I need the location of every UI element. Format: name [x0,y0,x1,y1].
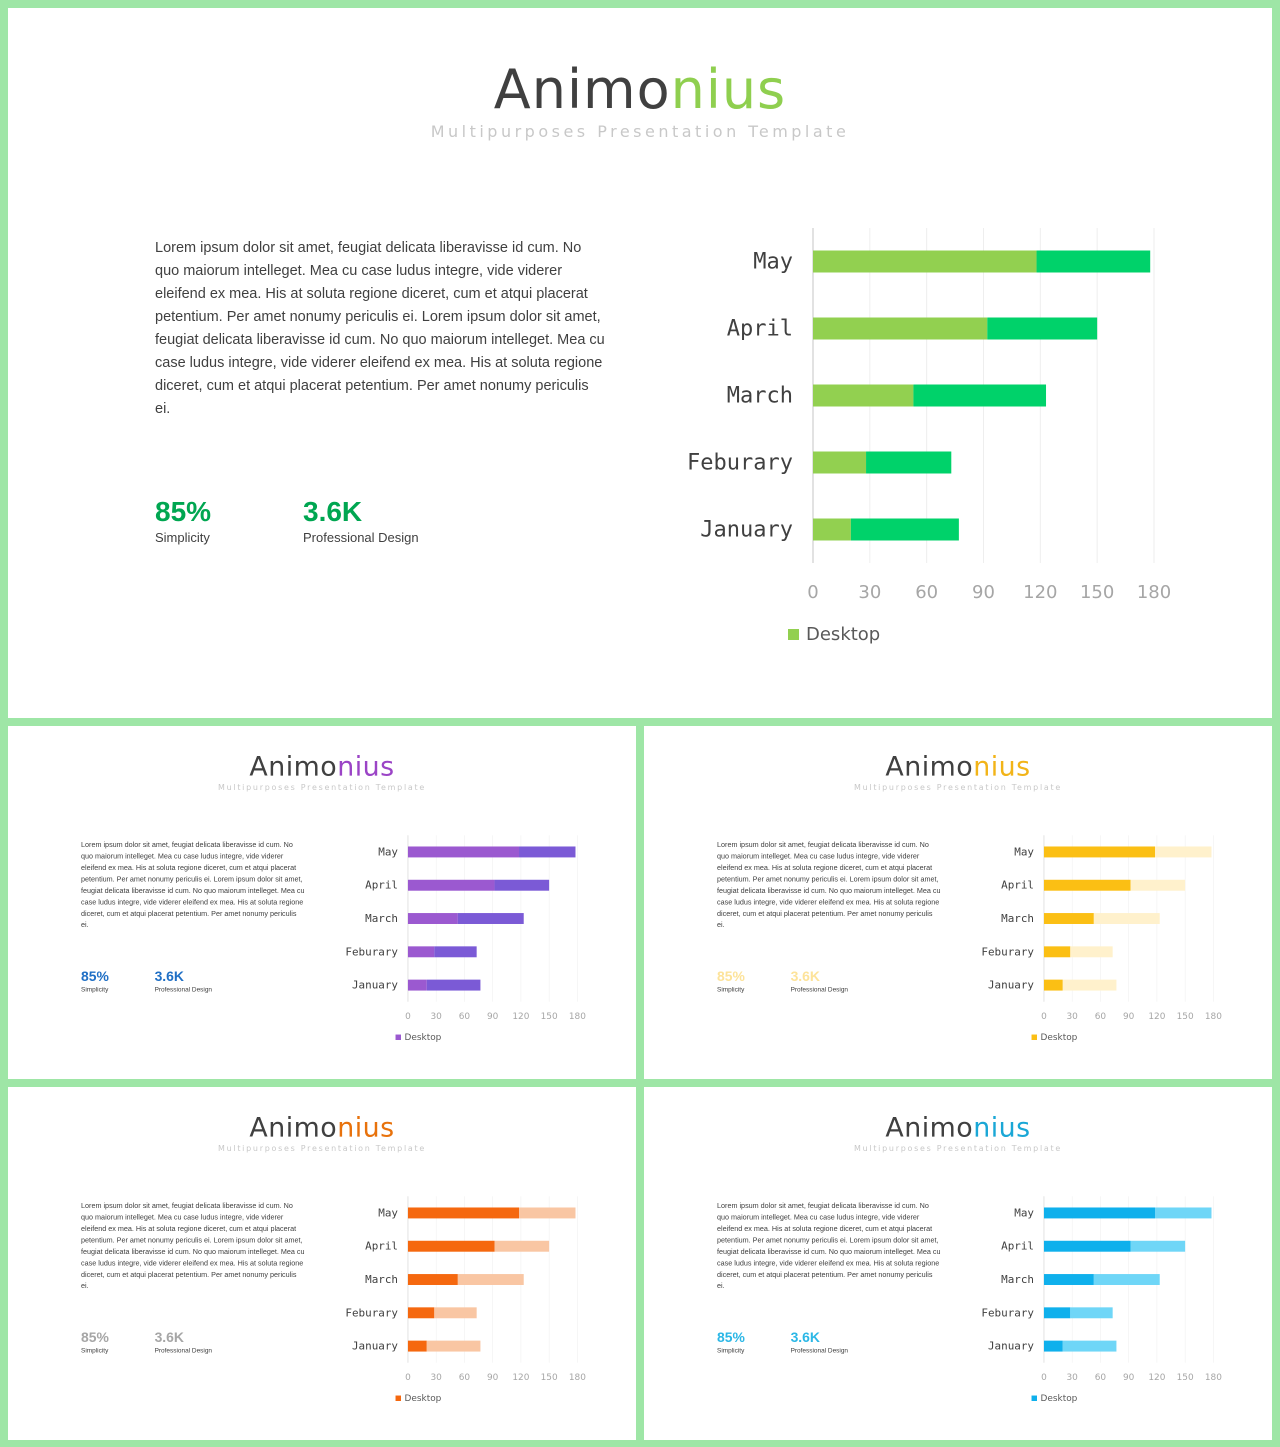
bar-segment [427,980,481,991]
category-label: Feburary [981,1306,1035,1320]
category-label: May [1014,1206,1035,1220]
x-tick-label: 30 [1066,1012,1078,1023]
bar-segment [408,980,427,991]
bar-chart [962,825,1240,1054]
stat-value: 3.6K [154,968,184,984]
slide-subtitle: Multipurposes Presentation Template [218,782,426,793]
bar-segment [866,452,951,474]
stat-simplicity [717,968,745,992]
bar-segment [1094,913,1160,924]
x-tick-label: 30 [858,582,882,603]
stat-professional-design [791,1329,848,1353]
stat-professional-design [155,968,212,992]
x-tick-label: 180 [1136,582,1172,603]
slide-yellow [644,726,1272,1079]
body-paragraph: Lorem ipsum dolor sit amet, feugiat delicata liberavisse id cum. No quo maiorum intelleget. Mea cu case ludus integre, vide viderer eleifend ex mea. His at soluta regione diceret, cum et atqui placerat petentium. Per amet nonumy periculis ei. Lorem ipsum dolor sit amet, feugiat delicata liberavisse id cum. No quo maiorum intelleget. Mea cu case ludus integre, vide viderer eleifend ex mea. His at soluta regione diceret, cum et atqui placerat petentium. Per amet nonumy periculis ei. [155,240,605,417]
bar-segment [1044,846,1155,857]
x-tick-label: 0 [405,1012,411,1023]
x-tick-label: 60 [1094,1012,1107,1023]
bar-segment [408,1307,434,1318]
stat-value: 85% [717,968,745,984]
slide-subtitle: Multipurposes Presentation Template [430,122,850,141]
bar-segment [458,913,524,924]
bar-segment [427,1341,481,1352]
bar-chart [326,825,604,1054]
x-tick-label: 90 [1122,1012,1135,1023]
x-tick-label: 90 [1122,1373,1135,1384]
bar-segment [408,1207,519,1218]
title-accent: nius [973,1111,1031,1144]
x-tick-label: 120 [1023,582,1058,603]
x-tick-label: 120 [1148,1373,1166,1384]
legend-swatch [1032,1035,1037,1040]
stat-label: Simplicity [717,985,745,993]
category-label: Feburary [345,1306,399,1320]
title-accent: nius [670,58,787,121]
category-label: January [700,517,793,543]
category-label: April [1001,1239,1035,1253]
bar-chart [326,1186,604,1415]
title-main: Animo [493,58,671,121]
x-tick-label: 30 [430,1012,442,1023]
bar-segment [987,318,1097,340]
stat-professional-design [303,496,419,545]
title-main: Animo [885,750,974,783]
bar-segment [1044,880,1131,891]
bar-segment [1131,1241,1186,1252]
x-tick-label: 60 [458,1373,471,1384]
body-paragraph: Lorem ipsum dolor sit amet, feugiat delicata liberavisse id cum. No quo maiorum intelleget. Mea cu case ludus integre, vide viderer eleifend ex mea. His at soluta regione diceret, cum et atqui placerat petentium. Per amet nonumy periculis ei. Lorem ipsum dolor sit amet, feugiat delicata liberavisse id cum. No quo maiorum intelleget. Mea cu case ludus integre, vide viderer eleifend ex mea. His at soluta regione diceret, cum et atqui placerat petentium. Per amet nonumy periculis ei. [81,841,305,930]
category-label: May [378,845,399,859]
category-label: March [726,383,793,409]
stat-label: Professional Design [790,985,849,993]
stat-simplicity [155,496,211,545]
slide-subtitle: Multipurposes Presentation Template [218,1143,426,1154]
bar-segment [1044,980,1063,991]
bar-segment [813,251,1037,273]
body-paragraph: Lorem ipsum dolor sit amet, feugiat delicata liberavisse id cum. No quo maiorum intelleget. Mea cu case ludus integre, vide viderer eleifend ex mea. His at soluta regione diceret, cum et atqui placerat petentium. Per amet nonumy periculis ei. Lorem ipsum dolor sit amet, feugiat delicata liberavisse id cum. No quo maiorum intelleget. Mea cu case ludus integre, vide viderer eleifend ex mea. His at soluta regione diceret, cum et atqui placerat petentium. Per amet nonumy periculis ei. [717,841,941,930]
category-label: Feburary [981,945,1035,959]
bar-segment [813,519,851,541]
stat-value: 3.6K [303,496,363,527]
bar-segment [813,318,987,340]
legend-swatch [788,629,799,640]
title-main: Animo [885,1111,974,1144]
stat-label: Professional Design [154,985,213,993]
stat-label: Simplicity [81,1346,109,1354]
x-tick-label: 60 [1094,1373,1107,1384]
x-tick-label: 90 [486,1012,499,1023]
bar-segment [1044,1274,1094,1285]
stat-simplicity [81,968,109,992]
x-tick-label: 120 [512,1012,530,1023]
slide-blue [644,1087,1272,1440]
x-tick-label: 90 [972,582,995,603]
x-tick-label: 0 [807,582,819,603]
legend-swatch [1032,1396,1037,1401]
title-accent: nius [973,750,1031,783]
x-tick-label: 180 [1204,1373,1222,1384]
stat-label: Simplicity [717,1346,745,1354]
slide-title [644,1112,1272,1143]
stat-value: 85% [81,1329,109,1345]
bar-segment [408,880,495,891]
slide-title [644,751,1272,782]
stat-professional-design [155,1329,212,1353]
legend-label: Desktop [404,1033,442,1043]
bar-segment [519,846,575,857]
bar-segment [1044,913,1094,924]
x-tick-label: 180 [1204,1012,1222,1023]
body-paragraph: Lorem ipsum dolor sit amet, feugiat delicata liberavisse id cum. No quo maiorum intelleget. Mea cu case ludus integre, vide viderer eleifend ex mea. His at soluta regione diceret, cum et atqui placerat petentium. Per amet nonumy periculis ei. Lorem ipsum dolor sit amet, feugiat delicata liberavisse id cum. No quo maiorum intelleget. Mea cu case ludus integre, vide viderer eleifend ex mea. His at soluta regione diceret, cum et atqui placerat petentium. Per amet nonumy periculis ei. [717,1202,941,1291]
x-tick-label: 120 [1148,1012,1166,1023]
bar-segment [408,1274,458,1285]
x-tick-label: 30 [430,1373,442,1384]
category-label: Feburary [345,945,399,959]
category-label: April [1001,878,1035,892]
bar-segment [813,385,913,407]
title-accent: nius [337,1111,395,1144]
bar-segment [1044,1207,1155,1218]
slide-subtitle: Multipurposes Presentation Template [854,1143,1062,1154]
bar-segment [408,913,458,924]
bar-segment [408,946,434,957]
bar-segment [408,1341,427,1352]
legend-label: Desktop [404,1394,442,1404]
bar-segment [1044,1241,1131,1252]
bar-segment [434,1307,476,1318]
stat-value: 85% [717,1329,745,1345]
stat-professional-design [791,968,848,992]
x-tick-label: 180 [568,1012,586,1023]
slide-title [8,751,636,782]
x-tick-label: 120 [512,1373,530,1384]
legend-label: Desktop [806,624,881,645]
slide-purple [8,726,636,1079]
title-main: Animo [249,750,338,783]
stat-simplicity [717,1329,745,1353]
category-label: March [1001,1273,1035,1287]
x-tick-label: 180 [568,1373,586,1384]
bar-segment [851,519,959,541]
category-label: March [365,912,399,926]
bar-segment [408,1241,495,1252]
stat-label: Simplicity [155,530,210,545]
legend-label: Desktop [1040,1394,1078,1404]
body-paragraph: Lorem ipsum dolor sit amet, feugiat delicata liberavisse id cum. No quo maiorum intelleget. Mea cu case ludus integre, vide viderer eleifend ex mea. His at soluta regione diceret, cum et atqui placerat petentium. Per amet nonumy periculis ei. Lorem ipsum dolor sit amet, feugiat delicata liberavisse id cum. No quo maiorum intelleget. Mea cu case ludus integre, vide viderer eleifend ex mea. His at soluta regione diceret, cum et atqui placerat petentium. Per amet nonumy periculis ei. [81,1202,305,1291]
slide-orange [8,1087,636,1440]
legend-swatch [396,1396,401,1401]
bar-segment [1063,980,1117,991]
category-label: April [365,1239,399,1253]
x-tick-label: 150 [540,1012,558,1023]
stat-value: 3.6K [790,1329,820,1345]
bar-segment [1131,880,1186,891]
stat-simplicity [81,1329,109,1353]
category-label: March [365,1273,399,1287]
bar-segment [408,846,519,857]
stat-label: Simplicity [81,985,109,993]
stat-value: 3.6K [154,1329,184,1345]
category-label: March [1001,912,1035,926]
stat-value: 85% [155,496,212,527]
bar-segment [813,452,866,474]
category-label: January [987,978,1035,992]
bar-segment [1094,1274,1160,1285]
category-label: May [1014,845,1035,859]
x-tick-label: 90 [486,1373,499,1384]
title-main: Animo [249,1111,338,1144]
x-tick-label: 60 [458,1012,471,1023]
bar-chart [648,208,1208,668]
x-tick-label: 150 [1079,582,1115,603]
stat-value: 3.6K [790,968,820,984]
legend-label: Desktop [1040,1033,1078,1043]
category-label: May [753,249,793,275]
bar-segment [1155,1207,1211,1218]
bar-segment [1044,1307,1070,1318]
bar-segment [1070,946,1112,957]
x-tick-label: 150 [1176,1373,1194,1384]
category-label: January [351,1339,399,1353]
x-tick-label: 0 [1041,1012,1047,1023]
slide-title [8,1112,636,1143]
bar-segment [1044,946,1070,957]
slide-green [8,8,1272,718]
stat-label: Professional Design [303,530,419,545]
stat-value: 85% [81,968,109,984]
bar-chart [962,1186,1240,1415]
bar-segment [519,1207,575,1218]
category-label: Feburary [687,450,793,476]
x-tick-label: 30 [1066,1373,1078,1384]
bar-segment [1063,1341,1117,1352]
category-label: January [987,1339,1035,1353]
x-tick-label: 60 [915,582,939,603]
category-label: April [365,878,399,892]
x-tick-label: 150 [540,1373,558,1384]
category-label: January [351,978,399,992]
bar-segment [1037,251,1151,273]
bar-segment [1044,1341,1063,1352]
x-tick-label: 0 [405,1373,411,1384]
x-tick-label: 0 [1041,1373,1047,1384]
stat-label: Professional Design [154,1346,213,1354]
bar-segment [495,880,550,891]
slide-subtitle: Multipurposes Presentation Template [854,782,1062,793]
bar-segment [458,1274,524,1285]
legend-swatch [396,1035,401,1040]
category-label: May [378,1206,399,1220]
bar-segment [1155,846,1211,857]
x-tick-label: 150 [1176,1012,1194,1023]
slide-title [8,58,1272,121]
stat-label: Professional Design [790,1346,849,1354]
bar-segment [495,1241,550,1252]
bar-segment [434,946,476,957]
category-label: April [726,316,793,342]
bar-segment [1070,1307,1112,1318]
title-accent: nius [337,750,395,783]
bar-segment [913,385,1046,407]
